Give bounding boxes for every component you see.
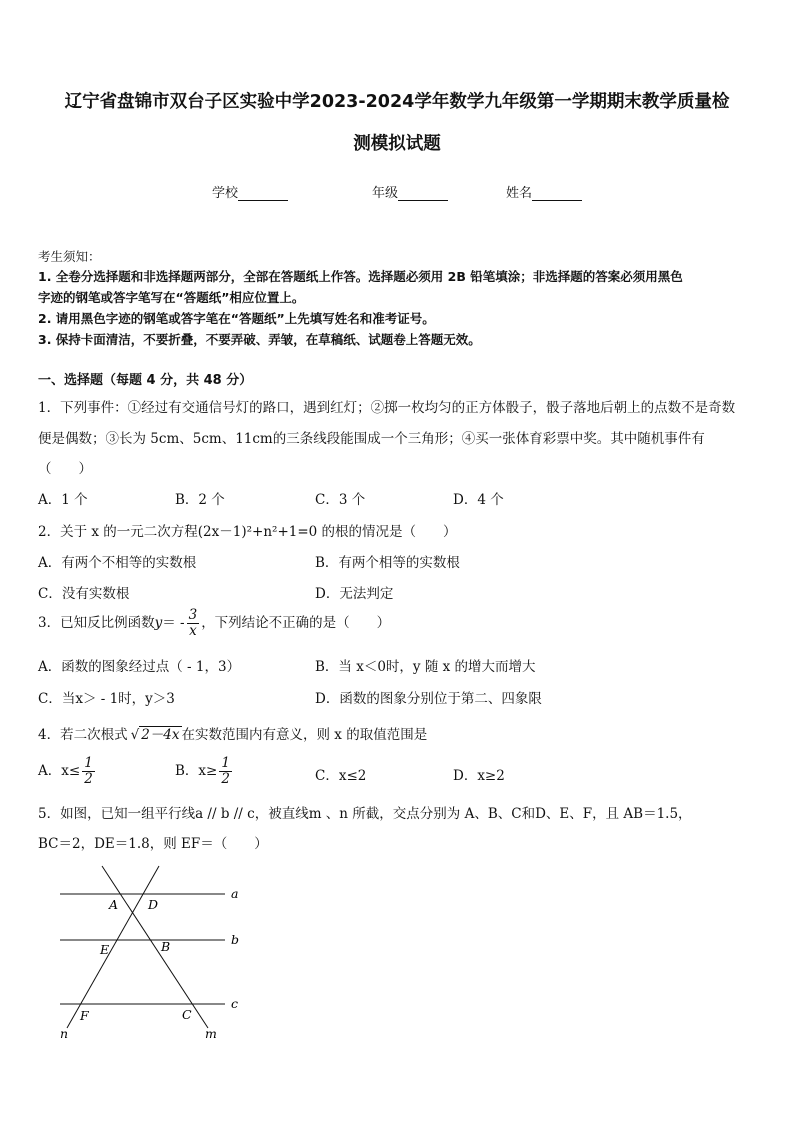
q3-frac-den: x xyxy=(189,623,197,639)
q3-stem xyxy=(38,608,390,639)
school-label: 学校 xyxy=(212,186,239,201)
q4-a-num: 1 xyxy=(84,755,93,771)
q4-option-b xyxy=(175,756,234,787)
q4-option-a-text: A．x≤ xyxy=(38,763,81,779)
q3-frac-num: 3 xyxy=(188,607,198,623)
q4-option-d: D．x≥2 xyxy=(453,768,505,784)
label-b: b xyxy=(231,932,240,947)
school-field xyxy=(212,182,288,201)
point-e: E xyxy=(100,942,110,957)
q4-option-b-fraction xyxy=(219,756,232,787)
notice-item-2: 2. 请用黑色字迹的钢笔或答字笔在“答题纸”上先填写姓名和准考证号。 xyxy=(38,311,435,326)
q4-radicand: 2－4x xyxy=(141,727,180,743)
notice-heading: 考生须知： xyxy=(38,249,101,264)
q4-stem: 4．若二次根式 √ 2－4x 在实数范围内有意义，则 x 的取值范围是 xyxy=(38,727,428,743)
q4-stem-end: 在实数范围内有意义，则 x 的取值范围是 xyxy=(181,727,428,743)
q4-b-num: 1 xyxy=(221,755,230,771)
q4-option-b-text: B．x≥ xyxy=(175,763,218,779)
q3-option-a: A．函数的图象经过点（ - 1，3） xyxy=(38,659,241,675)
q5-stem-line1: 5．如图，已知一组平行线a // b // c，被直线m 、n 所截，交点分别为 A、B、C和D、E、F，且 AB＝1.5， xyxy=(38,806,692,822)
point-a: A xyxy=(109,897,119,912)
point-b: B xyxy=(161,939,171,954)
school-blank xyxy=(238,187,288,201)
point-f: F xyxy=(80,1008,89,1023)
grade-field xyxy=(372,182,448,201)
q4-stem-start: 4．若二次根式 xyxy=(38,727,128,743)
q4-option-a xyxy=(38,756,97,787)
name-field xyxy=(506,182,582,201)
section-heading: 一、选择题（每题 4 分，共 48 分） xyxy=(38,373,253,388)
grade-label: 年级 xyxy=(372,186,399,201)
name-label: 姓名 xyxy=(506,186,533,201)
q2-option-d: D．无法判定 xyxy=(315,586,394,602)
q3-stem-start: 3．已知反比例函数 xyxy=(38,615,155,631)
page-title-line2: 测模拟试题 xyxy=(353,134,441,154)
q3-option-b: B．当 x＜0时，y 随 x 的增大而增大 xyxy=(315,659,536,675)
grade-blank xyxy=(398,187,448,201)
q3-option-d: D．函数的图象分别位于第二、四象限 xyxy=(315,691,542,707)
q1-option-a: A．1 个 xyxy=(38,492,88,508)
notice-item-1-cont: 字迹的钢笔或答字笔写在“答题纸”相应位置上。 xyxy=(38,290,305,305)
q4-b-den: 2 xyxy=(221,771,230,787)
label-m: m xyxy=(205,1026,217,1041)
parallel-lines-figure xyxy=(40,858,260,1048)
q1-option-d: D．4 个 xyxy=(453,492,504,508)
q1-stem-line3: （ ） xyxy=(38,461,92,477)
label-n: n xyxy=(60,1026,69,1041)
label-c: c xyxy=(231,996,239,1011)
q4-option-a-fraction xyxy=(82,756,95,787)
point-d: D xyxy=(148,897,159,912)
notice-item-1: 1. 全卷分选择题和非选择题两部分，全部在答题纸上作答。选择题必须用 2B 铅笔填涂；非选择题的答案必须用黑色 xyxy=(38,269,683,284)
q3-fraction xyxy=(187,608,200,639)
page-title-line1: 辽宁省盘锦市双台子区实验中学2023-2024学年数学九年级第一学期期末教学质量检 xyxy=(64,92,730,112)
q1-option-b: B．2 个 xyxy=(175,492,225,508)
q3-eq: ＝ - xyxy=(162,615,185,631)
q3-option-c: C．当x＞ - 1时，y＞3 xyxy=(38,691,175,707)
q2-option-c: C．没有实数根 xyxy=(38,586,130,602)
q4-a-den: 2 xyxy=(84,771,93,787)
point-c: C xyxy=(182,1007,192,1022)
q5-stem-line2: BC＝2，DE＝1.8，则 EF＝（ ） xyxy=(38,836,268,852)
name-blank xyxy=(532,187,582,201)
q3-stem-end: ，下列结论不正确的是（ ） xyxy=(201,615,391,631)
notice-item-3: 3. 保持卡面清洁，不要折叠，不要弄破、弄皱，在草稿纸、试题卷上答题无效。 xyxy=(38,332,481,347)
q1-option-c: C．3 个 xyxy=(315,492,366,508)
q2-option-b: B．有两个相等的实数根 xyxy=(315,555,460,571)
q2-stem: 2．关于 x 的一元二次方程(2x－1)²+n²+1=0 的根的情况是（ ） xyxy=(38,524,457,540)
label-a: a xyxy=(231,886,239,901)
q3-var-y: y xyxy=(154,615,163,631)
q1-stem-line2: 便是偶数；③长为 5cm、5cm、11cm的三条线段能围成一个三角形；④买一张体育彩票中奖。其中随机事件有 xyxy=(38,431,705,447)
q2-option-a: A．有两个不相等的实数根 xyxy=(38,555,197,571)
q4-option-c: C．x≤2 xyxy=(315,768,367,784)
q1-stem-line1: 1．下列事件：①经过有交通信号灯的路口，遇到红灯；②掷一枚均匀的正方体骰子，骰子落地后朝上的点数不是奇数 xyxy=(38,400,736,416)
